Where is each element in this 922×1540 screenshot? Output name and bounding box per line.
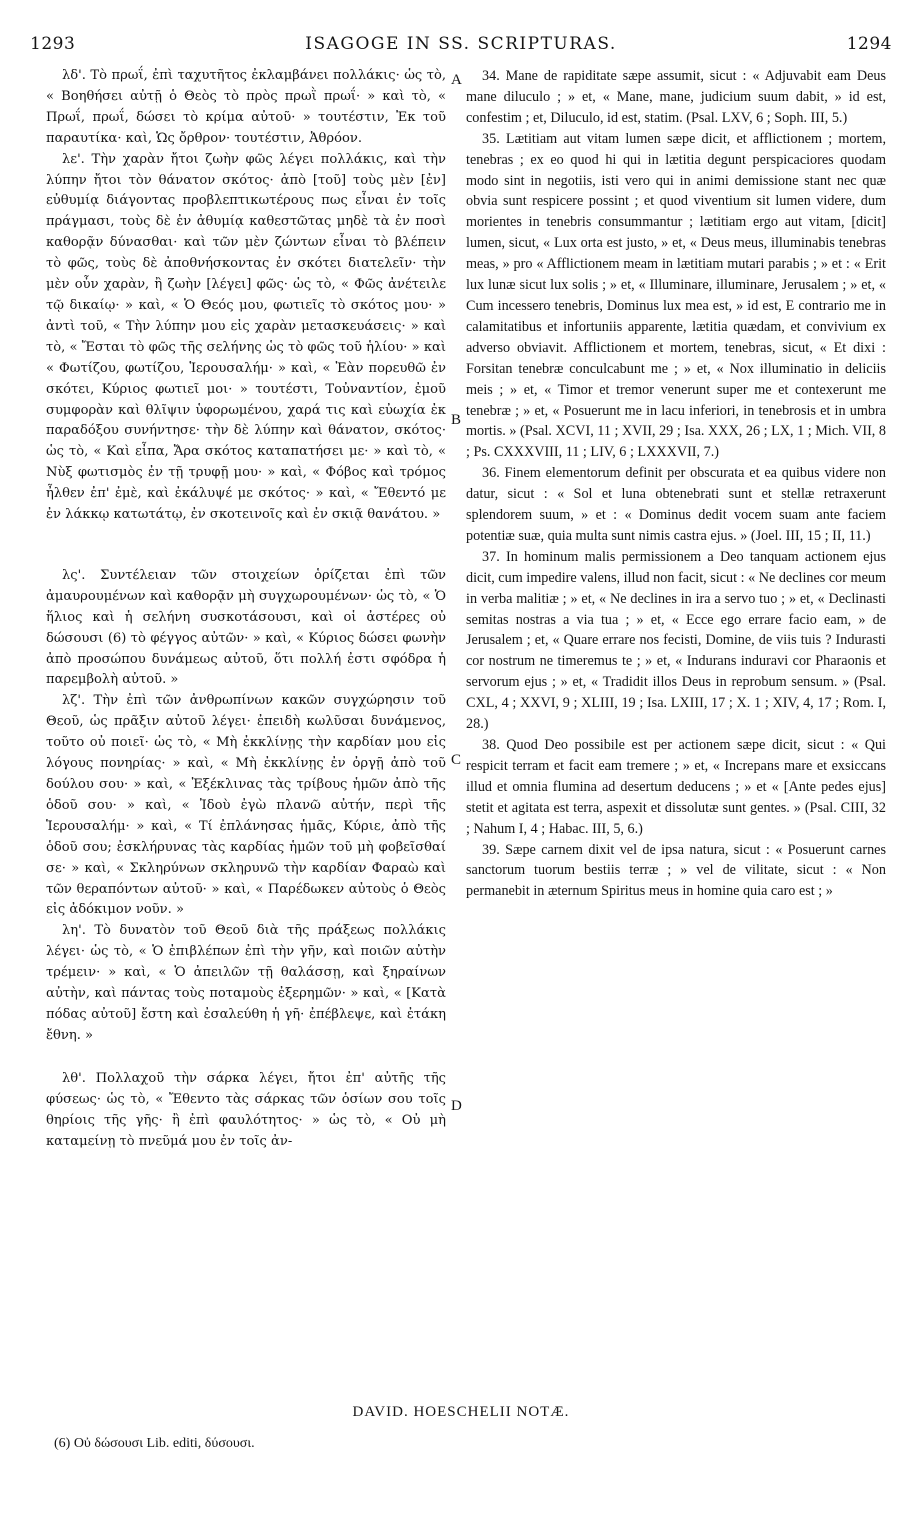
greek-paragraph-35: λε'. Τὴν χαρὰν ἤτοι ζωὴν φῶς λέγει πολλάκις, καὶ τὴν λύπην ἤτοι τὸν θάνατον σκότος· ἀπὸ [τοῦ] τοὺς μὲν [ἐν] εὐθυμίᾳ διάγοντας προβλεπτικωτέρους πως εἶναι ἐν τοῖς πράγμασι, τοὺς δὲ ἐν ἀθυμίᾳ καθεστῶτας μηδὲ τὰ ἐν ποσὶ καθορᾷν δύνασθαι· καὶ τῶν μὲν ζώντων εἶναι τὸ βλέπειν τὸ φῶς, τοὺς δὲ ἀποθνήσκοντας ἐν σκότει διατελεῖν· τὴν μὲν οὖν χαρὰν, ἢ ζωὴν [λέγει] φῶς· ὡς τὸ, « Φῶς ἀνέτειλε τῷ δικαίῳ· » καὶ, « Ὁ Θεός μου, φωτιεῖς τὸ σκότος μου· » ἀντὶ τοῦ, « Τὴν λύπην μου εἰς χαρὰν μετασκευάσεις· » καὶ τὸ, « Ἔσται τὸ φῶς τῆς σελήνης ὡς τὸ φῶς τοῦ ἡλίου· » καὶ « Φωτίζου, φωτίζου, Ἱερουσαλήμ· » καὶ, « Ἐὰν πορευθῶ ἐν σκότει, Κύριος φωτιεῖ μοι· » τουτέστι, Τοὐναντίον, ἐμοῦ συμφορὰν καὶ θλῖψιν ὑφορωμένου, χαρά τις καὶ εὐωχία ἐκ παραδόξου συνήντησε· τὴν δὲ λύπην καὶ θάνατον, σκότος· ὡς τὸ, « Καὶ εἶπα, Ἄρα σκότος καταπατήσει με· » καὶ τὸ, « Νὺξ φωτισμὸς ἐν τῇ τρυφῇ μου· » καὶ, « Φόβος καὶ τρόμος ἦλθεν ἐπ' ἐμὲ, καὶ ἐκάλυψέ με σκότος· » καὶ, « Ἔθεντό με ἐν λάκκῳ κατωτάτῳ, ἐν σκοτεινοῖς καὶ ἐν σκιᾷ θανάτου. »: [46, 151, 446, 523]
greek-paragraph-34: λδ'. Τὸ πρωΐ, ἐπὶ ταχυτῆτος ἐκλαμβάνει πολλάκις· ὡς τὸ, « Βοηθήσει αὐτῇ ὁ Θεὸς τὸ πρὸς πρωῒ πρωΐ· » καὶ τὸ, « Πρωΐ, πρωΐ, δώσει τὸ κρίμα αὐτοῦ· » τουτέστιν, Ἐκ τοῦ παραυτίκα· καὶ, Ὡς ὄρθρον· τουτέστιν, Ἀθρόον.: [46, 68, 446, 146]
latin-paragraph-35: 35. Lætitiam aut vitam lumen sæpe dicit, et afflictionem ; mortem, tenebras ; ex eo quod hi qui in lætitia degunt perspicaciores quodam modo sint in negotiis, isti vero qui in animi demissione stant nec quæ obvia sunt respicere possint ; et quod viventium sit lumen videre, dum morientes in tenebris consummantur ; lætitiam ergo aut vitam, [dicit] lumen, sicut, « Lux orta est justo, » et, « Deus meus, illuminabis tenebras meas, » pro « Afflictionem meam in lætitiam mutari parabis ; » et : « Erit lux lunæ sicut lux solis ; » et, « Illuminare, illuminare, Jerusalem ; » et, « Cum incessero tenebris, Dominus lux mea est, » id est, E contrario me in calamitatibus et infortuniis apparente, lætitia quædam, et convivium ex adverso obviavit. Afflictionem et mortem, tenebras, sicut, « Et dixi : Forsitan tenebræ conculcabunt me ; » et, « Nox illuminatio in deliciis meis ; » et, « Timor et tremor venerunt super me et contexerunt me tenebræ ; » et, « Posuerunt me in lacu inferiori, in tenebrosis et in umbra mortis. » (Psal. XCVI, 11 ; XVII, 29 ; Isa. XXX, 26 ; LX, 1 ; Mich. VII, 8 ; Ps. CXXXVIII, 11 ; LIV, 6 ; LXXXVII, 7.): [466, 130, 886, 461]
greek-paragraph-39: λθ'. Πολλαχοῦ τὴν σάρκα λέγει, ἤτοι ἐπ' αὐτῆς τῆς φύσεως· ὡς τὸ, « Ἔθεντο τὰς σάρκας τῶν ὁσίων σου τοῖς θηρίοις τῆς γῆς· ἢ ἐπὶ φαυλότητος· » ὡς τὸ, « Οὐ μὴ καταμείνῃ τὸ πνεῦμά μου ἐν τοῖς ἀν-: [46, 1070, 446, 1149]
spacer: [46, 1047, 446, 1069]
latin-paragraph-34: 34. Mane de rapiditate sæpe assumit, sicut : « Adjuvabit eam Deus mane diluculo ; » et, « Mane, mane, judicium suum dabit, » id est, confestim ; et, Diluculo, id est, statim. (Psal. LXV, 6 ; Soph. III, 5.): [466, 68, 886, 126]
latin-paragraph-36: 36. Finem elementorum definit per obscurata et ea quibus videre non datur, sicut : « Sol et luna obtenebrati sunt et stellæ retraxerunt splendorem suum, » et : « Dominus dedit vocem suam ante faciem potentiæ suæ, quia multa sunt nimis castra ejus. » (Joel. III, 15 ; II, 11.): [466, 465, 886, 544]
notes-heading: DAVID. HOESCHELII NOTÆ.: [352, 1404, 570, 1420]
latin-paragraph-39: 39. Sæpe carnem dixit vel de ipsa natura, sicut : « Posuerunt carnes sanctorum tuorum bestiis terræ ; » vel de vilitate, sicut : « Non permanebit in æternum Spiritus meus in homine quia caro est ; »: [466, 841, 886, 900]
greek-paragraph-37: λζ'. Τὴν ἐπὶ τῶν ἀνθρωπίνων κακῶν συγχώρησιν τοῦ Θεοῦ, ὡς πρᾶξιν αὐτοῦ λέγει· ἐπειδὴ κωλῦσαι δυνάμενος, τοῦτο οὐ ποιεῖ· ὡς τὸ, « Μὴ ἐκκλίνῃς τὴν καρδίαν μου εἰς λόγους πονηρίας· » καὶ, « Μὴ ἐκκλίνῃς ἐν ὀργῇ ἀπὸ τοῦ δούλου σου· » καὶ, « Ἐξέκλινας τὰς τρίβους ἡμῶν ἀπὸ τῆς ὁδοῦ σου· » καὶ, « Ἰδοὺ ἐγὼ πλανῶ αὐτήν, περὶ τῆς Ἱερουσαλήμ· » καὶ, « Τί ἐπλάνησας ἡμᾶς, Κύριε, ἀπὸ τῆς ὁδοῦ σου; ἐσκλήρυνας τὰς καρδίας ἡμῶν τοῦ μὴ φοβεῖσθαί σε· » καὶ, « Σκληρύνων σκληρυνῶ τὴν καρδίαν Φαραὼ καὶ τῶν θεραπόντων αὐτοῦ· » καὶ, « Παρέδωκεν αὐτοὺς ὁ Θεὸς εἰς ἀδόκιμον νοῦν. »: [46, 693, 446, 918]
margin-marker-d: D: [451, 1098, 462, 1114]
latin-column: [466, 66, 886, 902]
greek-paragraph-38: λη'. Τὸ δυνατὸν τοῦ Θεοῦ διὰ τῆς πράξεως πολλάκις λέγει· ὡς τὸ, « Ὁ ἐπιβλέπων ἐπὶ τὴν γῆν, καὶ ποιῶν αὐτὴν τρέμειν· » καὶ, « Ὁ ἀπειλῶν τῇ θαλάσσῃ, καὶ ξηραίνων αὐτὴν, καὶ πάντας τοὺς ποταμοὺς ἐξερημῶν· » καὶ, « [Κατὰ πόδας αὐτοῦ] ἔστη καὶ ἐσαλεύθη ἡ γῆ· ἐπέβλεψε, καὶ ἐτάκη ἔθνη. »: [46, 923, 446, 1043]
margin-marker-b: B: [451, 412, 462, 428]
greek-column: [46, 66, 446, 1152]
margin-marker-c: C: [451, 752, 462, 768]
footnote-6: (6) Οὐ δώσουσι Lib. editi, δύσουσι.: [54, 1436, 255, 1451]
page-header: [30, 34, 892, 60]
latin-paragraph-38: 38. Quod Deo possibile est per actionem sæpe dicit, sicut : « Qui respicit terram et facit eam tremere ; » et, « Increpans mare et exsiccans illud et omnia flumina ad desertum deducens ; » et « [Ante pedes ejus] stetit et agitata est terra, aspexit et dissolutæ sunt gentes. » (Psal. CIII, 32 ; Nahum I, 4 ; Habac. III, 5, 6.): [466, 737, 886, 837]
margin-marker-a: A: [451, 72, 462, 88]
page-number-left: 1293: [30, 34, 76, 54]
page-number-right: 1294: [846, 34, 892, 54]
running-title: ISAGOGE IN SS. SCRIPTURAS.: [305, 34, 617, 54]
spacer: [46, 526, 446, 566]
greek-paragraph-36: λς'. Συντέλειαν τῶν στοιχείων ὁρίζεται ἐπὶ τῶν ἀμαυρουμένων καὶ καθορᾷν μὴ συγχωρουμένων· ὡς τὸ, « Ὁ ἥλιος καὶ ἡ σελήνη συσκοτάσουσι, καὶ οἱ ἀστέρες οὐ δώσουσι (6) τὸ φέγγος αὐτῶν· » καὶ, « Κύριος δώσει φωνὴν ἀπὸ προσώπου δυνάμεως αὐτοῦ, ὅτι πολλή ἐστι σφόδρα ἡ παρεμβολὴ αὐτοῦ. »: [46, 567, 446, 688]
latin-paragraph-37: 37. In hominum malis permissionem a Deo tanquam actionem ejus dicit, cum impedire valens, illud non facit, sicut : « Ne declines cor meum in verba malitiæ ; » et, « Ne declines in ira a servo tuo ; » et, « Declinasti semitas nostras a via tua ; » et, « Ecce ego errare facio eam, » de Jerusalem ; et, « Quare errare nos fecisti, Domine, de viis tuis ? Indurasti cor nostrum ne timeremus te ; » et, « Indurans induravi cor Pharaonis et servorum ejus ; » et, « Tradidit illos Deus in reprobum sensum. » (Psal. CXL, 4 ; XXVI, 9 ; XLIII, 19 ; Isa. LXIII, 17 ; X. 1 ; XIV, 4, 17 ; Rom. I, 28.): [466, 548, 886, 733]
